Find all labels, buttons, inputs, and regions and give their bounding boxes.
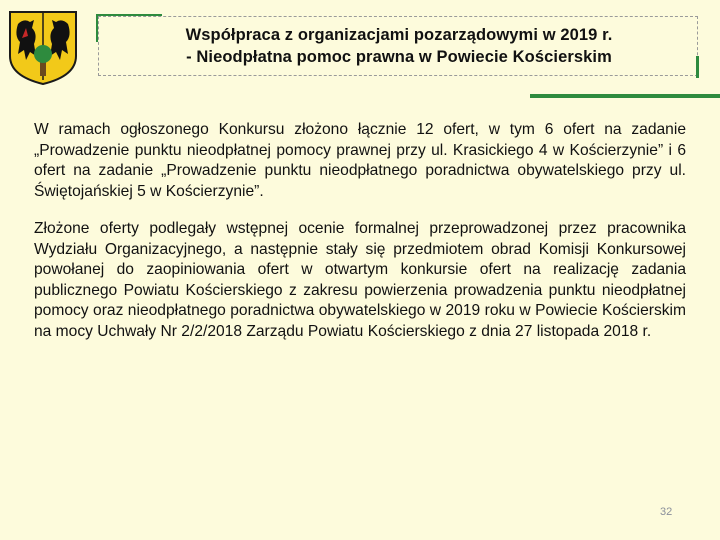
body-paragraph-1: W ramach ogłoszonego Konkursu złożono łącznie 12 ofert, w tym 6 ofert na zadanie „Prowadzenie punktu nieodpłatnej pomocy prawnej przy ul. Krasickiego 4 w Kościerzynie” i 6 ofert na zadanie „Prowadzenie punktu nieodpłatnego poradnictwa obywatelskiego przy ul. Świętojańskiej 5 w Kościerzynie”. (34, 121, 686, 200)
title-box (98, 16, 698, 76)
page-title-line-2: - Nieodpłatna pomoc prawna w Powiecie Kościerskim (186, 48, 612, 66)
title-underline (530, 94, 720, 98)
page-number: 32 (660, 506, 673, 518)
body-paragraph-2: Złożone oferty podlegały wstępnej ocenie formalnej przeprowadzonej przez pracownika Wydziału Organizacyjnego, a następnie stały się przedmiotem obrad Komisji Konkursowej powołanej do zaopiniowania ofert w otwartym konkursie ofert na realizację zadania publicznego Powiatu Kościerskiego z zakresu powierzenia prowadzenia punktu nieodpłatnej pomocy oraz nieodpłatnego poradnictwa obywatelskiego w 2019 roku w Powiecie Kościerskim na mocy Uchwały Nr 2/2/2018 Zarządu Powiatu Kościerskiego z dnia 27 listopada 2018 r. (34, 220, 686, 340)
coat-of-arms-icon (6, 8, 80, 86)
page-title-line-1: Współpraca z organizacjami pozarządowymi w 2019 r. (185, 26, 613, 44)
title-accent (696, 56, 699, 78)
